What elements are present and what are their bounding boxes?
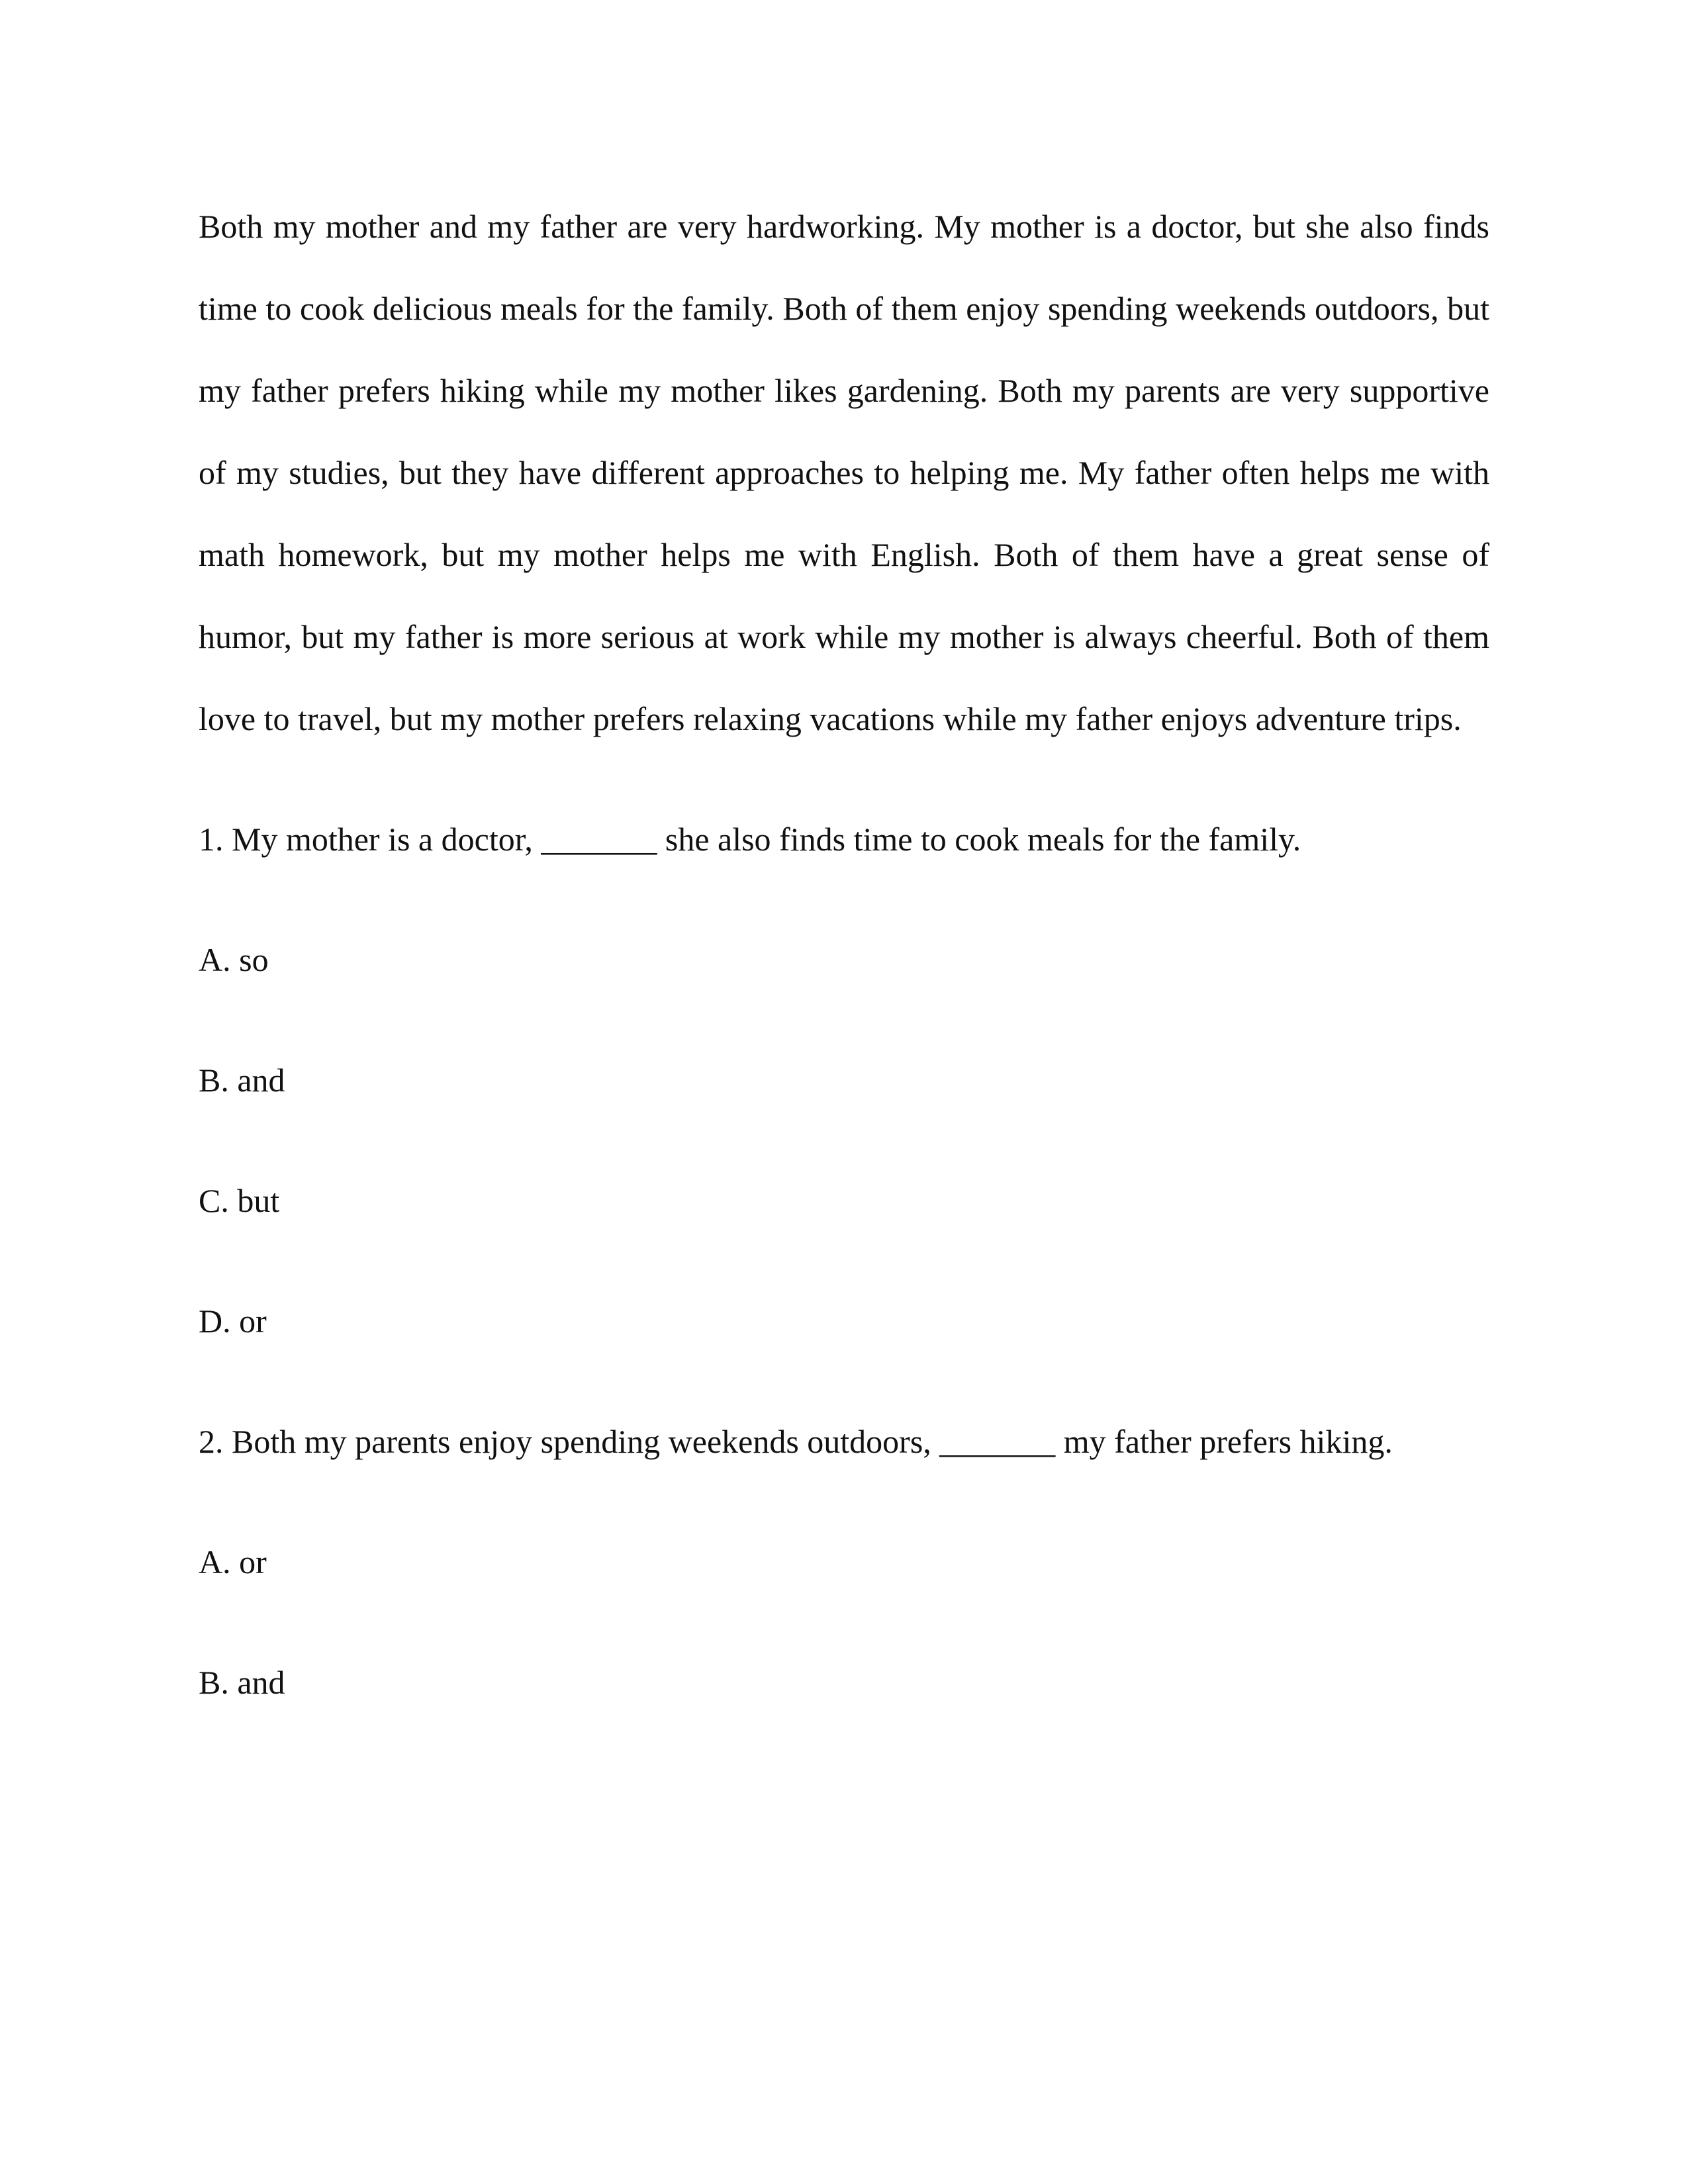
reading-passage: Both my mother and my father are very hardworking. My mother is a doctor, but she also finds time to cook delicious meals for the family. Both of them enjoy spending weekends outdoors, but my father prefers hiking while my mother likes gardening. Both my parents are very supportive of my studies, but they have different approaches to helping me. My father often helps me with math homework, but my mother helps me with English. Both of them have a great sense of humor, but my father is more serious at work while my mother is always cheerful. Both of them love to travel, but my mother prefers relaxing vacations while my father enjoys adventure trips. — [199, 208, 1489, 737]
question-1-option-b: B. and — [199, 1062, 285, 1099]
question-2-option-a: A. or — [199, 1543, 267, 1580]
question-1 — [199, 798, 1489, 1362]
question-1-text: 1. My mother is a doctor, _______ she also finds time to cook meals for the family. — [199, 821, 1301, 858]
question-1-option-a: A. so — [199, 941, 269, 978]
question-1-option-c: C. but — [199, 1182, 280, 1219]
question-1-option-d: D. or — [199, 1302, 267, 1340]
question-2-options — [199, 1521, 1489, 1723]
question-2 — [199, 1400, 1489, 1723]
question-2-text: 2. Both my parents enjoy spending weekends outdoors, _______ my father prefers hiking. — [199, 1423, 1393, 1460]
document-content — [199, 185, 1489, 1723]
question-2-option-b: B. and — [199, 1664, 285, 1701]
question-1-options — [199, 919, 1489, 1362]
